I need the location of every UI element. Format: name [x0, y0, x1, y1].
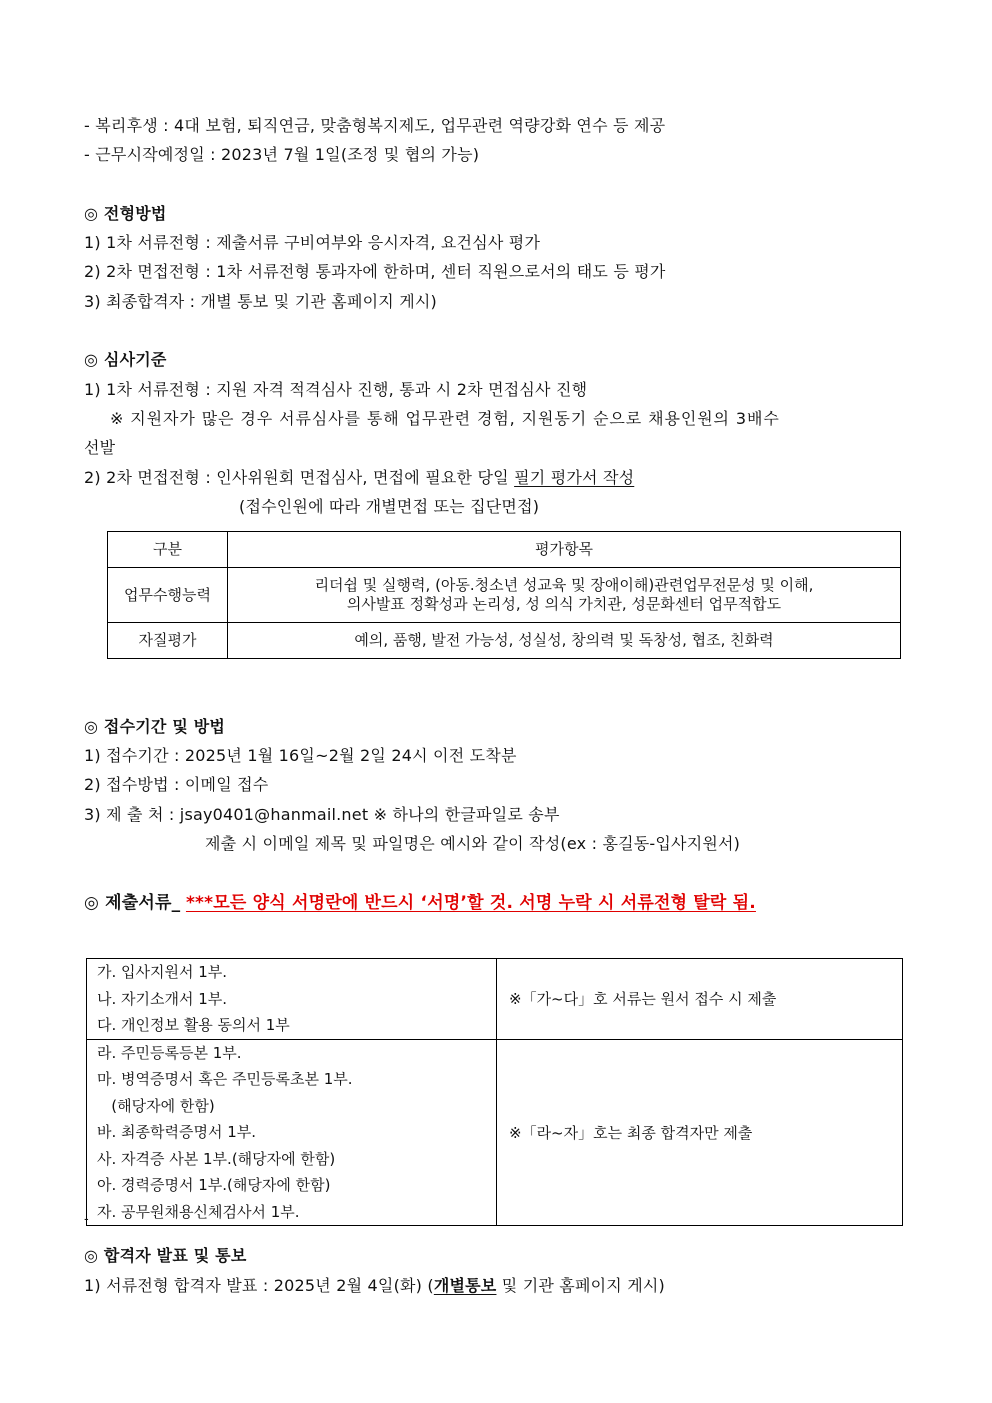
selection-heading: ◎ 전형방법	[84, 204, 167, 223]
document-item: 다. 개인정보 활용 동의서 1부	[97, 1016, 290, 1034]
documents-heading-line	[84, 889, 756, 917]
selection-item-1: 1) 1차 서류전형 : 제출서류 구비여부와 응시자격, 요건심사 평가	[84, 233, 541, 252]
criteria-item-2-text: 2) 2차 면접전형 : 인사위원회 면접심사, 면접에 필요한 당일	[84, 468, 515, 487]
document-item: 아. 경력증명서 1부.(해당자에 한함)	[97, 1176, 331, 1194]
document-item: (해당자에 한함)	[97, 1096, 215, 1115]
announcement-text: 1) 서류전형 합격자 발표 : 2025년 2월 4일(화) (	[84, 1276, 434, 1295]
welfare-line: - 복리후생 : 4대 보험, 퇴직연금, 맞춤형복지제도, 업무관련 역량강화 연수 등 제공	[84, 116, 666, 135]
individual-notice-text: 개별통보	[433, 1276, 497, 1295]
document-item: 사. 자격증 사본 1부.(해당자에 한함)	[97, 1149, 336, 1168]
evaluation-header-items: 평가항목	[228, 532, 901, 568]
documents-group-1	[87, 959, 497, 1040]
selection-item-3: 3) 최종합격자 : 개별 통보 및 기관 홈페이지 게시)	[84, 292, 437, 311]
document-item: 바. 최종학력증명서 1부.	[97, 1123, 257, 1141]
start-date-line: - 근무시작예정일 : 2023년 7월 1일(조정 및 협의 가능)	[84, 145, 480, 164]
document-item: 가. 입사지원서 1부.	[97, 963, 228, 981]
document-item: 라. 주민등록등본 1부.	[97, 1043, 242, 1062]
criteria-item-1: 1) 1차 서류전형 : 지원 자격 적격심사 진행, 통과 시 2차 면접심사 진행	[84, 380, 588, 399]
application-naming-note: 제출 시 이메일 제목 및 파일명은 예시와 같이 작성(ex : 홍길동-입사지원서)	[205, 834, 741, 853]
evaluation-items-cell	[228, 568, 901, 623]
application-period: 1) 접수기간 : 2025년 1월 16일~2월 2일 24시 이전 도착분	[84, 746, 517, 765]
evaluation-items-line: 리더쉽 및 실행력, (아동.청소년 성교육 및 장애이해)관련업무전문성 및 이해,	[314, 576, 814, 594]
document-item: 나. 자기소개서 1부.	[97, 989, 228, 1008]
documents-group-2-note: ※「라~자」호는 최종 합격자만 제출	[497, 1039, 903, 1226]
signature-warning: ***모든 양식 서명란에 반드시 ‘서명’할 것. 서명 누락 시 서류전형 탈락 됨.	[185, 893, 756, 913]
criteria-note-continued: 선발	[84, 438, 116, 457]
evaluation-category-cell: 자질평가	[108, 623, 228, 659]
documents-dash: -	[84, 1212, 89, 1227]
documents-group-2	[87, 1039, 497, 1226]
announcement-item	[84, 1272, 665, 1300]
criteria-item-2	[84, 464, 634, 492]
application-address: 3) 제 출 처 : jsay0401@hanmail.net ※ 하나의 한글파일로 송부	[84, 805, 560, 824]
announcement-heading: ◎ 합격자 발표 및 통보	[84, 1246, 247, 1265]
document-item: 마. 병역증명서 혹은 주민등록초본 1부.	[97, 1070, 353, 1088]
documents-table	[86, 958, 903, 1226]
application-method: 2) 접수방법 : 이메일 접수	[84, 775, 269, 794]
criteria-note: ※ 지원자가 많은 경우 서류심사를 통해 업무관련 경험, 지원동기 순으로 채용인원의 3배수	[110, 409, 780, 428]
selection-item-2: 2) 2차 면접전형 : 1차 서류전형 통과자에 한하며, 센터 직원으로서의 태도 등 평가	[84, 262, 666, 281]
evaluation-items-line: 의사발표 정확성과 논리성, 성 의식 가치관, 성문화센터 업무적합도	[346, 595, 782, 613]
application-heading: ◎ 접수기간 및 방법	[84, 717, 226, 736]
evaluation-table	[107, 531, 901, 659]
documents-heading: ◎ 제출서류_	[84, 893, 181, 913]
documents-group-1-note: ※「가~다」호 서류는 원서 접수 시 제출	[497, 959, 903, 1040]
evaluation-category-cell: 업무수행능력	[108, 568, 228, 623]
document-item: 자. 공무원채용신체검사서 1부.	[97, 1202, 300, 1221]
criteria-heading: ◎ 심사기준	[84, 350, 167, 369]
announcement-text-end: 및 기관 홈페이지 게시)	[496, 1276, 665, 1295]
interview-type-note: (접수인원에 따라 개별면접 또는 집단면접)	[239, 497, 540, 516]
evaluation-items-cell: 예의, 품행, 발전 가능성, 성실성, 창의력 및 독창성, 협조, 친화력	[228, 623, 901, 659]
evaluation-header-category: 구분	[108, 532, 228, 568]
written-evaluation-text: 필기 평가서 작성	[514, 468, 635, 487]
